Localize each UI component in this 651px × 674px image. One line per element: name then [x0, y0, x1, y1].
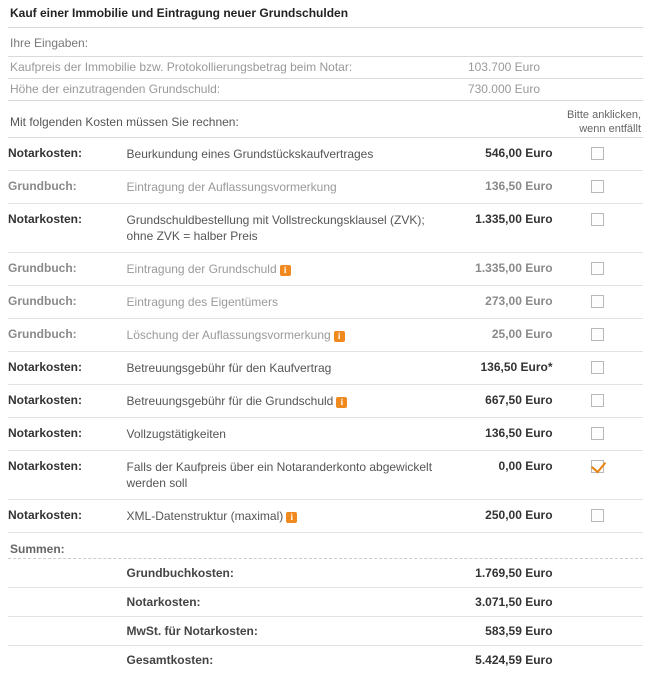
cost-description-text: Beurkundung eines Grundstückskaufvertrages — [127, 147, 374, 161]
page-title: Kauf einer Immobilie und Eintragung neuer Grundschulden — [8, 0, 643, 27]
input-row-land-charge — [8, 79, 643, 100]
cost-amount: 1.335,00 Euro — [440, 204, 553, 253]
cost-checkbox[interactable] — [591, 361, 604, 374]
summen-label: Grundbuchkosten: — [127, 559, 440, 588]
costs-table — [8, 138, 643, 533]
cost-checkbox[interactable] — [591, 180, 604, 193]
cost-kind: Grundbuch: — [8, 319, 127, 352]
cost-amount: 273,00 Euro — [440, 286, 553, 319]
cost-checkbox[interactable] — [591, 460, 604, 473]
cost-description-text: Vollzugstätigkeiten — [127, 427, 226, 441]
cost-description-text: Betreuungsgebühr für den Kaufvertrag — [127, 361, 332, 375]
input-value-land-charge: 730.000 Euro — [440, 82, 540, 96]
cost-description-text: Grundschuldbestellung mit Vollstreckungsklausel (ZVK); ohne ZVK = halber Preis — [127, 213, 425, 243]
summen-spacer — [8, 646, 127, 674]
cost-description-text: Eintragung der Grundschuld — [127, 262, 277, 276]
table-row — [8, 171, 643, 204]
summen-total-label: Gesamtkosten: — [127, 646, 440, 674]
table-row — [8, 138, 643, 171]
summen-total-value: 5.424,59 Euro — [440, 646, 553, 674]
summen-label: Notarkosten: — [127, 588, 440, 617]
summen-value: 583,59 Euro — [440, 617, 553, 646]
cost-description — [127, 138, 440, 171]
cost-description — [127, 451, 440, 500]
summen-spacer-right — [553, 559, 643, 588]
info-icon[interactable]: i — [336, 397, 347, 408]
costs-intro-label: Mit folgenden Kosten müssen Sie rechnen: — [8, 101, 643, 137]
cost-description-text: Falls der Kaufpreis über ein Notaranderkonto abgewickelt werden soll — [127, 460, 433, 490]
cost-amount: 136,50 Euro — [440, 171, 553, 204]
cost-description-text: Eintragung der Auflassungsvormerkung — [127, 180, 337, 194]
summen-value: 3.071,50 Euro — [440, 588, 553, 617]
summen-spacer — [8, 617, 127, 646]
cost-description — [127, 171, 440, 204]
summen-spacer-right — [553, 588, 643, 617]
cost-description — [127, 319, 440, 352]
cost-checkbox-cell[interactable] — [553, 352, 643, 385]
table-row — [8, 319, 643, 352]
info-icon[interactable]: i — [334, 331, 345, 342]
cost-amount: 1.335,00 Euro — [440, 253, 553, 286]
input-value-purchase-price: 103.700 Euro — [440, 60, 540, 74]
cost-kind: Notarkosten: — [8, 418, 127, 451]
table-row — [8, 500, 643, 533]
table-row — [8, 418, 643, 451]
cost-kind: Notarkosten: — [8, 204, 127, 253]
cost-checkbox[interactable] — [591, 427, 604, 440]
cost-description — [127, 204, 440, 253]
cost-kind: Notarkosten: — [8, 138, 127, 171]
cost-description — [127, 418, 440, 451]
cost-amount: 250,00 Euro — [440, 500, 553, 533]
summen-spacer-right — [553, 617, 643, 646]
table-row — [8, 352, 643, 385]
input-row-purchase-price — [8, 57, 643, 78]
table-row — [8, 204, 643, 253]
cost-checkbox[interactable] — [591, 509, 604, 522]
cost-description — [127, 352, 440, 385]
cost-checkbox[interactable] — [591, 295, 604, 308]
cost-description-text: Betreuungsgebühr für die Grundschuld — [127, 394, 334, 408]
cost-kind: Grundbuch: — [8, 286, 127, 319]
cost-checkbox[interactable] — [591, 328, 604, 341]
table-row — [8, 253, 643, 286]
summen-section-label: Summen: — [8, 533, 643, 558]
cost-checkbox-cell[interactable] — [553, 138, 643, 171]
cost-kind: Notarkosten: — [8, 385, 127, 418]
cost-checkbox-cell[interactable] — [553, 451, 643, 500]
input-label-land-charge: Höhe der einzutragenden Grundschuld: — [10, 82, 440, 96]
check-column-header-line1: Bitte anklicken, — [521, 108, 641, 122]
cost-checkbox[interactable] — [591, 394, 604, 407]
inputs-section-label: Ihre Eingaben: — [8, 28, 643, 56]
summen-spacer — [8, 588, 127, 617]
summen-value: 1.769,50 Euro — [440, 559, 553, 588]
summen-spacer-right — [553, 646, 643, 674]
cost-checkbox-cell[interactable] — [553, 286, 643, 319]
cost-checkbox-cell[interactable] — [553, 253, 643, 286]
cost-checkbox-cell[interactable] — [553, 385, 643, 418]
cost-amount: 546,00 Euro — [440, 138, 553, 171]
table-row — [8, 617, 643, 646]
cost-description-text: Eintragung des Eigentümers — [127, 295, 278, 309]
cost-description-text: Löschung der Auflassungsvormerkung — [127, 328, 331, 342]
cost-description-text: XML-Datenstruktur (maximal) — [127, 509, 284, 523]
cost-kind: Grundbuch: — [8, 171, 127, 204]
table-row — [8, 588, 643, 617]
cost-checkbox[interactable] — [591, 213, 604, 226]
cost-checkbox-cell[interactable] — [553, 171, 643, 204]
cost-amount: 136,50 Euro — [440, 418, 553, 451]
info-icon[interactable]: i — [286, 512, 297, 523]
cost-checkbox-cell[interactable] — [553, 500, 643, 533]
cost-amount: 136,50 Euro* — [440, 352, 553, 385]
table-row — [8, 385, 643, 418]
summen-spacer — [8, 559, 127, 588]
cost-amount: 0,00 Euro — [440, 451, 553, 500]
cost-checkbox-cell[interactable] — [553, 418, 643, 451]
table-row — [8, 451, 643, 500]
cost-kind: Notarkosten: — [8, 352, 127, 385]
cost-amount: 667,50 Euro — [440, 385, 553, 418]
cost-checkbox[interactable] — [591, 262, 604, 275]
cost-checkbox-cell[interactable] — [553, 204, 643, 253]
cost-description — [127, 286, 440, 319]
check-column-header-line2: wenn entfällt — [521, 122, 641, 136]
info-icon[interactable]: i — [280, 265, 291, 276]
table-row — [8, 646, 643, 674]
check-column-header — [521, 108, 641, 136]
cost-description — [127, 500, 440, 533]
cost-kind: Notarkosten: — [8, 500, 127, 533]
input-label-purchase-price: Kaufpreis der Immobilie bzw. Protokollierungsbetrag beim Notar: — [10, 60, 440, 74]
cost-kind: Grundbuch: — [8, 253, 127, 286]
summen-table — [8, 559, 643, 674]
summen-label: MwSt. für Notarkosten: — [127, 617, 440, 646]
cost-description — [127, 385, 440, 418]
cost-checkbox-cell[interactable] — [553, 319, 643, 352]
table-row — [8, 559, 643, 588]
cost-description — [127, 253, 440, 286]
cost-amount: 25,00 Euro — [440, 319, 553, 352]
cost-checkbox[interactable] — [591, 147, 604, 160]
cost-kind: Notarkosten: — [8, 451, 127, 500]
table-row — [8, 286, 643, 319]
